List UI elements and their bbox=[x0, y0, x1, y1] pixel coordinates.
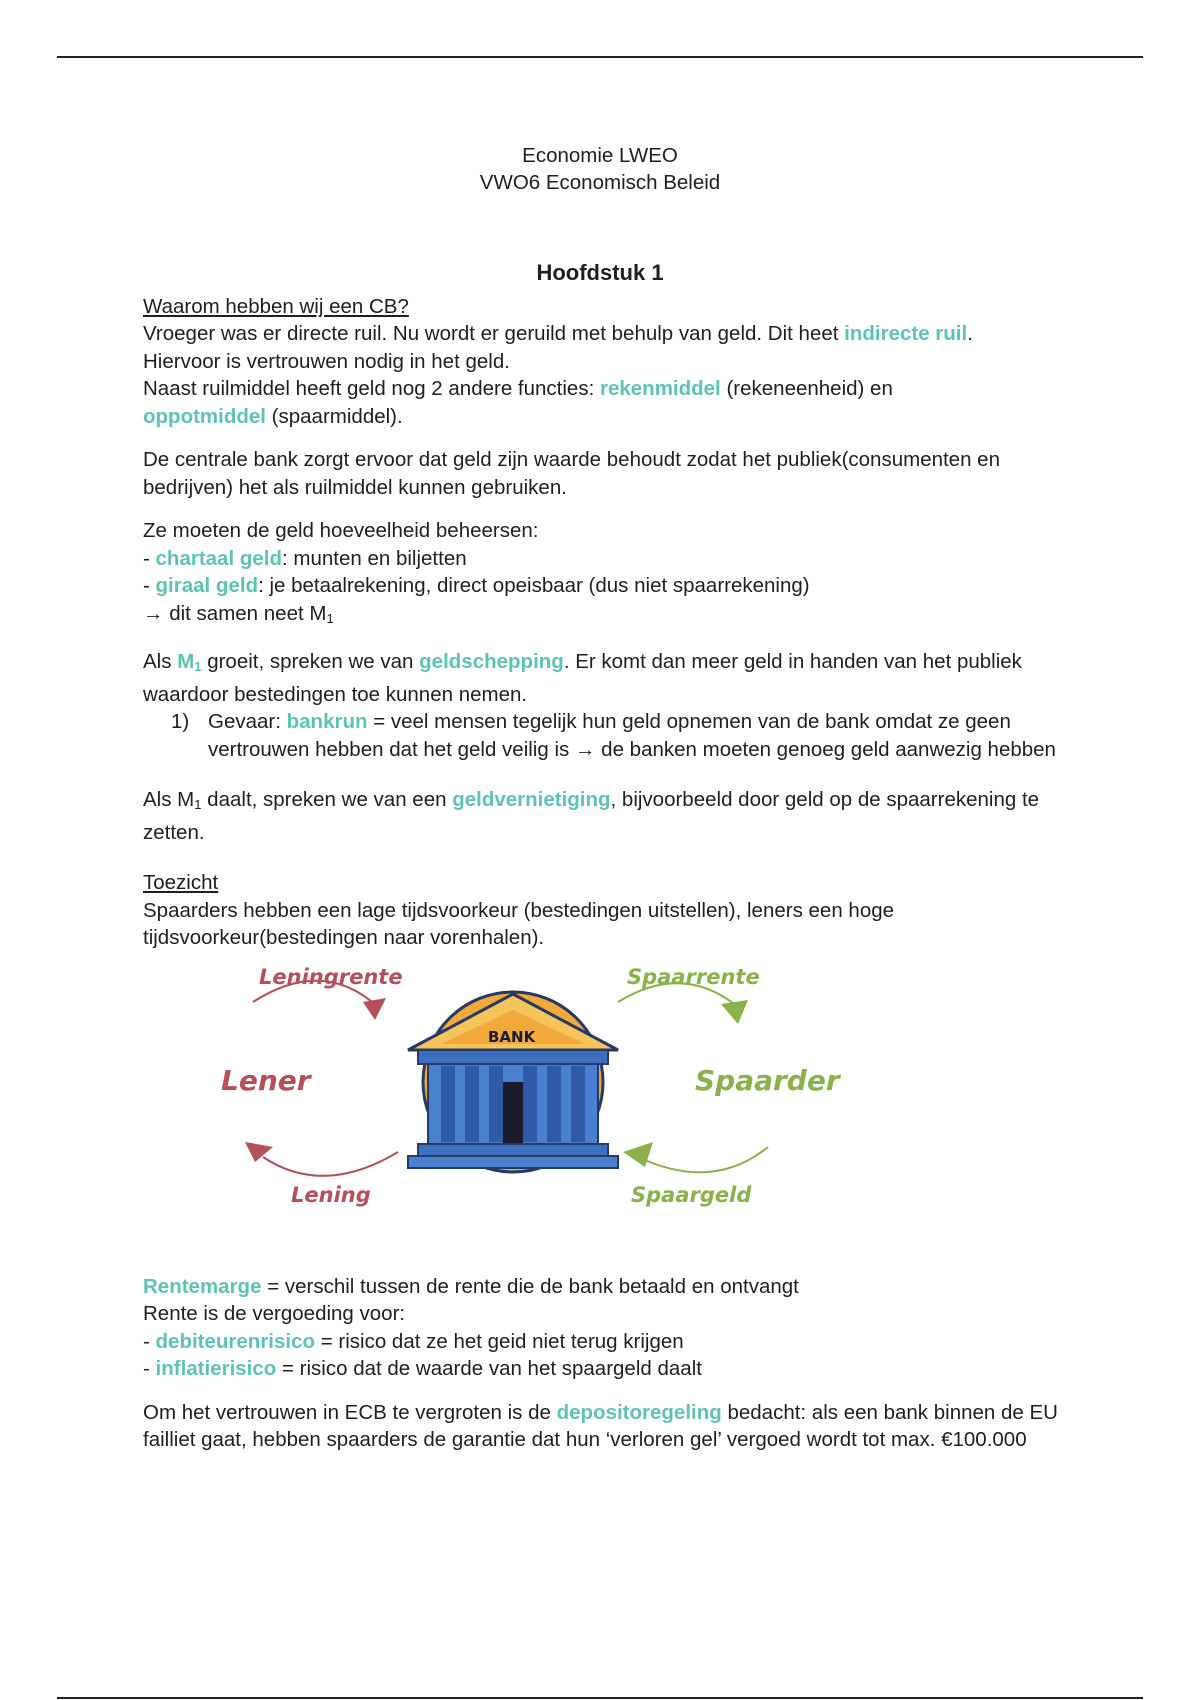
arrow-lening bbox=[263, 1152, 398, 1176]
keyword-bankrun: bankrun bbox=[286, 710, 368, 733]
keyword-debiteurenrisico: debiteurenrisico bbox=[155, 1329, 316, 1353]
arrowhead-spaargeld bbox=[623, 1142, 653, 1167]
paragraph-geldhoeveelheid: Ze moeten de geld hoeveelheid beheersen: bbox=[143, 519, 539, 542]
list-item-bankrun: 1) Gevaar: bankrun = veel mensen tegelijk hun geld opnemen van de bank omdat ze geen vertrouwen hebben dat het geld veilig is → de banken moeten genoeg geld aanwezig hebben bbox=[171, 710, 1056, 761]
keyword-m1: $M_1$ bbox=[177, 650, 202, 674]
paragraph-tijdsvoorkeur: Spaarders hebben een lage tijdsvoorkeur (bestedingen uitstellen), leners een hoge tijdsvoorkeur(bestedingen naar vorenhalen). bbox=[143, 898, 895, 949]
paragraph-depositoregeling: Om het vertrouwen in ECB te vergroten is de depositoregeling bedacht: als een bank binnen de EU failliet gaat, hebben spaarders de garantie dat hun ‘verloren gel’ vergoed wordt tot max. €100.000 bbox=[143, 1400, 1058, 1451]
bank-flow-diagram bbox=[143, 962, 1063, 1227]
keyword-giraal-geld: giraal geld bbox=[155, 574, 259, 597]
paragraph-centrale-bank: De centrale bank zorgt ervoor dat geld zijn waarde behoudt zodat het publiek(consumenten en bedrijven) het als ruilmiddel kunnen gebruiken. bbox=[143, 448, 1000, 499]
section-heading-toezicht: Toezicht bbox=[143, 871, 219, 894]
arrowhead-spaarrente bbox=[721, 1000, 748, 1024]
keyword-rekenmiddel: rekenmiddel bbox=[599, 377, 721, 400]
arrow-spaargeld bbox=[638, 1147, 768, 1172]
label-bank: BANK bbox=[488, 1027, 536, 1046]
section-heading-cb: Waarom hebben wij een CB? bbox=[143, 294, 409, 318]
keyword-inflatierisico: inflatierisico bbox=[155, 1357, 277, 1380]
label-lener: Lener bbox=[221, 1063, 311, 1097]
keyword-chartaal-geld: chartaal geld bbox=[155, 546, 282, 570]
arrow-right-icon: → bbox=[143, 601, 164, 625]
keyword-geldvernietiging: geldvernietiging bbox=[452, 788, 611, 811]
label-spaargeld: Spaargeld bbox=[631, 1182, 752, 1207]
arrowhead-lening bbox=[245, 1142, 273, 1162]
keyword-depositoregeling: depositoregeling bbox=[556, 1400, 722, 1424]
label-spaarder: Spaarder bbox=[695, 1063, 840, 1097]
list-item-debiteurenrisico: - debiteurenrisico = risico dat ze het geid niet terug krijgen bbox=[143, 1329, 684, 1353]
paragraph-rentemarge: Rentemarge = verschil tussen de rente die de bank betaald en ontvangt bbox=[143, 1274, 799, 1298]
list-item-giraal: - giraal geld: je betaalrekening, direct opeisbaar (dus niet spaarrekening) bbox=[143, 574, 810, 597]
header-subject: VWO6 Economisch Beleid bbox=[479, 171, 721, 194]
keyword-rentemarge: Rentemarge bbox=[143, 1274, 262, 1298]
chapter-title: Hoofdstuk 1 bbox=[536, 260, 664, 285]
top-rule bbox=[57, 56, 1143, 58]
list-item-inflatierisico: - inflatierisico = risico dat de waarde van het spaargeld daalt bbox=[143, 1357, 702, 1380]
header-course: Economie LWEO bbox=[522, 144, 678, 167]
keyword-geldschepping: geldschepping bbox=[419, 650, 564, 673]
arrow-right-icon: → bbox=[574, 737, 596, 761]
list-item-chartaal: - chartaal geld: munten en biljetten bbox=[143, 546, 467, 570]
list-item-m1: → dit samen neet $M_1$ bbox=[143, 601, 334, 626]
document-body bbox=[143, 142, 1063, 1454]
keyword-oppotmiddel: oppotmiddel bbox=[143, 404, 266, 428]
paragraph-indirecte-ruil: Vroeger was er directe ruil. Nu wordt er geruild met behulp van geld. Dit heet indirecte ruil. bbox=[143, 322, 973, 345]
label-lening: Lening bbox=[291, 1182, 371, 1207]
document-header bbox=[0, 142, 1200, 196]
arrowhead-leningrente bbox=[363, 998, 386, 1020]
label-spaarrente: Spaarrente bbox=[627, 964, 760, 989]
bottom-rule bbox=[57, 1697, 1143, 1699]
paragraph-functies: Naast ruilmiddel heeft geld nog 2 andere functies: rekenmiddel (rekeneenheid) en oppotmiddel (spaarmiddel). bbox=[143, 377, 893, 428]
paragraph-geldschepping: Als $M_1$ groeit, spreken we van geldschepping. Er komt dan meer geld in handen van het publiek waardoor bestedingen toe kunnen nemen. bbox=[143, 650, 1022, 706]
paragraph-rente-vergoeding: Rente is de vergoeding voor: bbox=[143, 1302, 406, 1325]
keyword-indirecte-ruil: indirecte ruil bbox=[844, 322, 968, 345]
bank-icon bbox=[408, 992, 618, 1172]
paragraph-vertrouwen: Hiervoor is vertrouwen nodig in het geld. bbox=[143, 349, 510, 373]
numbered-list bbox=[143, 708, 1063, 763]
paragraph-geldvernietiging: Als $M_1$ daalt, spreken we van een geldvernietiging, bijvoorbeeld door geld op de spaarrekening te zetten. bbox=[143, 788, 1040, 844]
label-leningrente: Leningrente bbox=[259, 964, 403, 989]
